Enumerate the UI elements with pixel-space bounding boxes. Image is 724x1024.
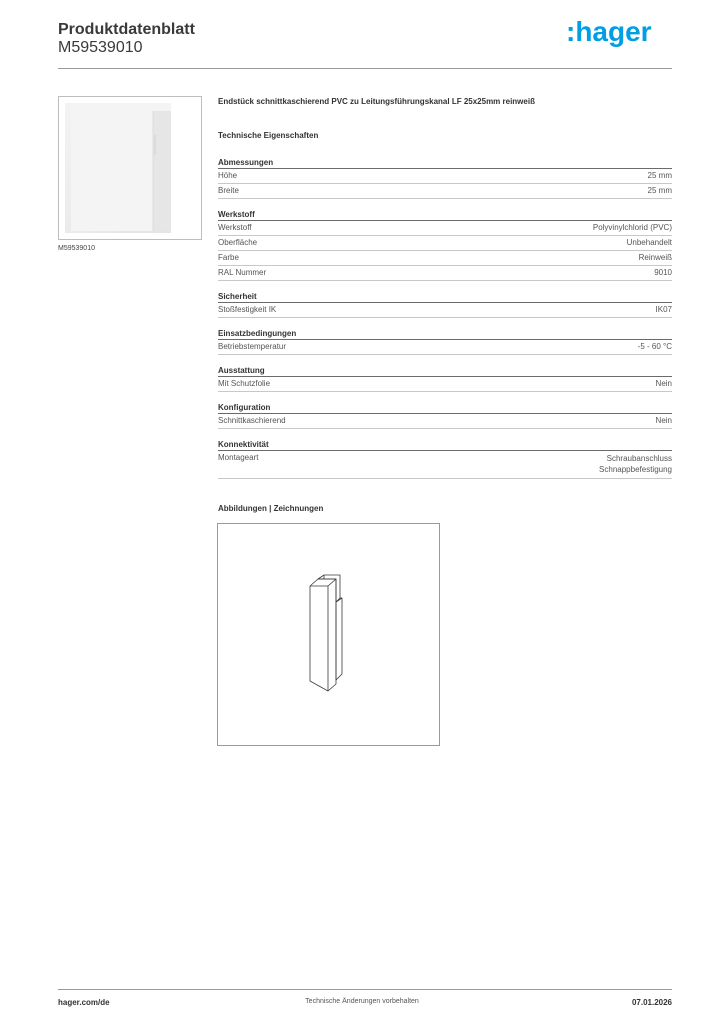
group-title: Konnektivität xyxy=(218,439,672,451)
technical-drawing xyxy=(217,523,440,746)
hager-logo xyxy=(566,16,662,48)
property-label: Montageart xyxy=(218,453,259,462)
property-value: 9010 xyxy=(654,268,672,277)
property-value: 25 mm xyxy=(647,186,672,195)
product-thumbnail xyxy=(58,96,202,240)
property-row xyxy=(218,451,672,479)
property-value: Unbehandelt xyxy=(626,238,672,247)
end-cap-drawing xyxy=(218,524,439,745)
property-label: Breite xyxy=(218,186,239,195)
logo-text: :hager xyxy=(566,16,652,47)
property-value-line: Schnappbefestigung xyxy=(599,465,672,474)
property-row xyxy=(218,414,672,429)
group-ausstattung xyxy=(218,365,672,392)
property-row xyxy=(218,340,672,355)
property-row xyxy=(218,169,672,184)
group-title: Ausstattung xyxy=(218,365,672,377)
property-row xyxy=(218,266,672,281)
property-value xyxy=(599,453,672,475)
product-title: Endstück schnittkaschierend PVC zu Leitungsführungskanal LF 25x25mm reinweiß xyxy=(218,97,535,106)
property-label: RAL Nummer xyxy=(218,268,267,277)
property-row xyxy=(218,377,672,392)
property-value: -5 - 60 °C xyxy=(637,342,672,351)
property-value-line: Schraubanschluss xyxy=(606,454,672,463)
group-konnektivitaet xyxy=(218,439,672,479)
property-row xyxy=(218,221,672,236)
property-row xyxy=(218,236,672,251)
end-cap-photo xyxy=(59,97,201,239)
group-title: Abmessungen xyxy=(218,157,672,169)
drawings-heading: Abbildungen | Zeichnungen xyxy=(218,504,324,513)
property-label: Betriebstemperatur xyxy=(218,342,287,351)
property-value: Nein xyxy=(655,416,672,425)
property-label: Farbe xyxy=(218,253,239,262)
property-label: Höhe xyxy=(218,171,238,180)
header-divider xyxy=(58,68,672,69)
property-row xyxy=(218,251,672,266)
property-value: IK07 xyxy=(655,305,672,314)
footer-date: 07.01.2026 xyxy=(631,998,672,1007)
property-value: Reinweiß xyxy=(638,253,672,262)
property-label: Mit Schutzfolie xyxy=(218,379,271,388)
footer-note: Technische Änderungen vorbehalten xyxy=(305,998,419,1005)
property-row xyxy=(218,184,672,199)
group-title: Einsatzbedingungen xyxy=(218,328,672,340)
property-label: Werkstoff xyxy=(218,223,252,232)
properties-table xyxy=(218,157,672,489)
property-row xyxy=(218,303,672,318)
group-title: Konfiguration xyxy=(218,402,672,414)
group-title: Sicherheit xyxy=(218,291,672,303)
group-title: Werkstoff xyxy=(218,209,672,221)
article-number: M59539010 xyxy=(58,39,143,56)
group-einsatzbedingungen xyxy=(218,328,672,355)
footer-website-link[interactable]: hager.com/de xyxy=(58,998,110,1007)
group-konfiguration xyxy=(218,402,672,429)
thumbnail-caption: M59539010 xyxy=(58,245,95,252)
property-label: Schnittkaschierend xyxy=(218,416,286,425)
property-label: Stoßfestigkeit IK xyxy=(218,305,277,314)
property-value: Polyvinylchlorid (PVC) xyxy=(592,223,672,232)
footer-divider xyxy=(58,989,672,990)
group-werkstoff xyxy=(218,209,672,281)
property-value: 25 mm xyxy=(647,171,672,180)
page-title: Produktdatenblatt xyxy=(58,21,195,38)
property-label: Oberfläche xyxy=(218,238,258,247)
property-value: Nein xyxy=(655,379,672,388)
properties-heading: Technische Eigenschaften xyxy=(218,131,319,140)
group-sicherheit xyxy=(218,291,672,318)
group-abmessungen xyxy=(218,157,672,199)
